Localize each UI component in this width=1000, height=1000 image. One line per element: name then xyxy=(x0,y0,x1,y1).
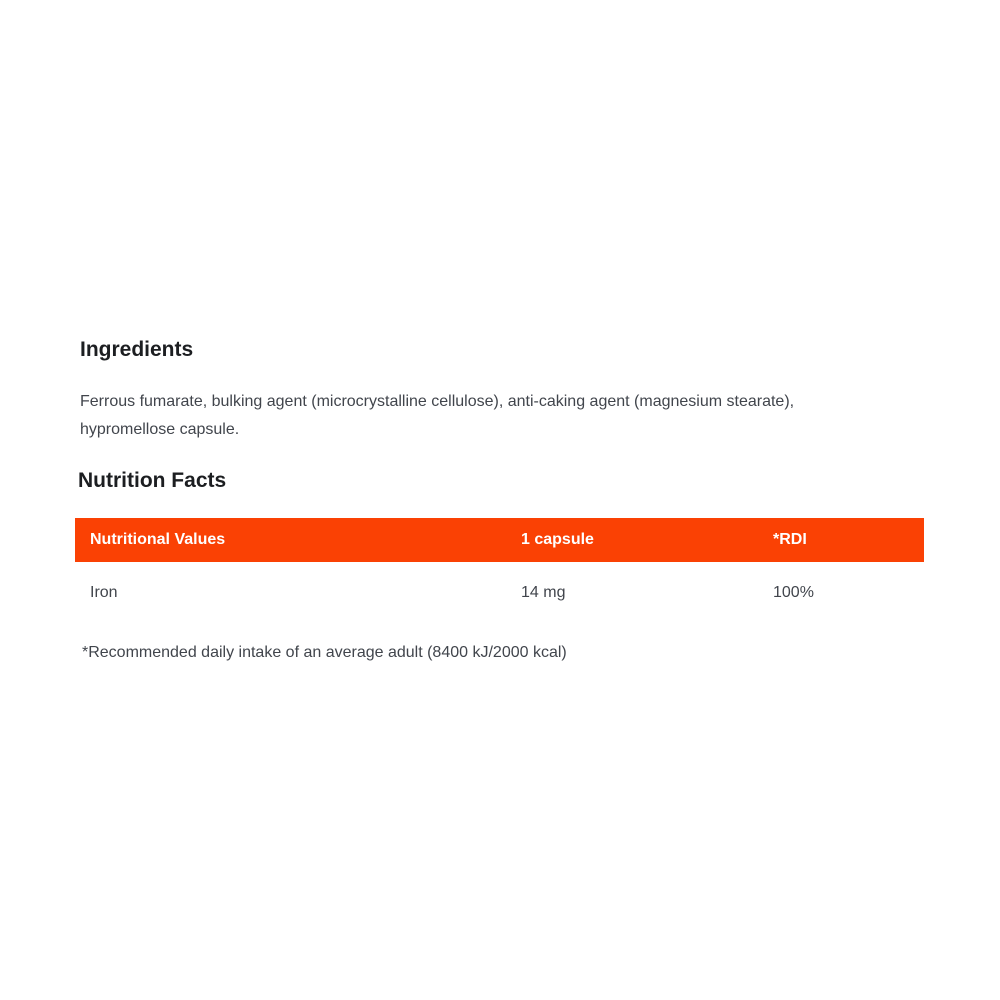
column-header-rdi: *RDI xyxy=(773,531,807,548)
ingredients-text-line-2: hypromellose capsule. xyxy=(80,421,240,438)
nutrient-amount-cell: 14 mg xyxy=(521,584,566,601)
ingredients-section xyxy=(80,337,924,444)
column-header-serving: 1 capsule xyxy=(521,531,594,548)
rdi-footnote: *Recommended daily intake of an average adult (8400 kJ/2000 kcal) xyxy=(82,644,567,661)
nutrition-table-header-row xyxy=(75,518,924,562)
nutrient-rdi-cell: 100% xyxy=(773,584,814,601)
ingredients-heading: Ingredients xyxy=(80,338,194,361)
table-row xyxy=(75,562,924,602)
nutrient-name-cell: Iron xyxy=(90,584,118,601)
column-header-nutritional-values: Nutritional Values xyxy=(90,531,226,548)
ingredients-text-line-1: Ferrous fumarate, bulking agent (microcrystalline cellulose), anti-caking agent (magnesium stearate), xyxy=(80,393,795,410)
nutrition-facts-section xyxy=(80,468,924,663)
ingredients-text xyxy=(80,388,924,444)
nutrition-facts-heading: Nutrition Facts xyxy=(78,469,227,492)
nutrition-table xyxy=(75,518,924,602)
